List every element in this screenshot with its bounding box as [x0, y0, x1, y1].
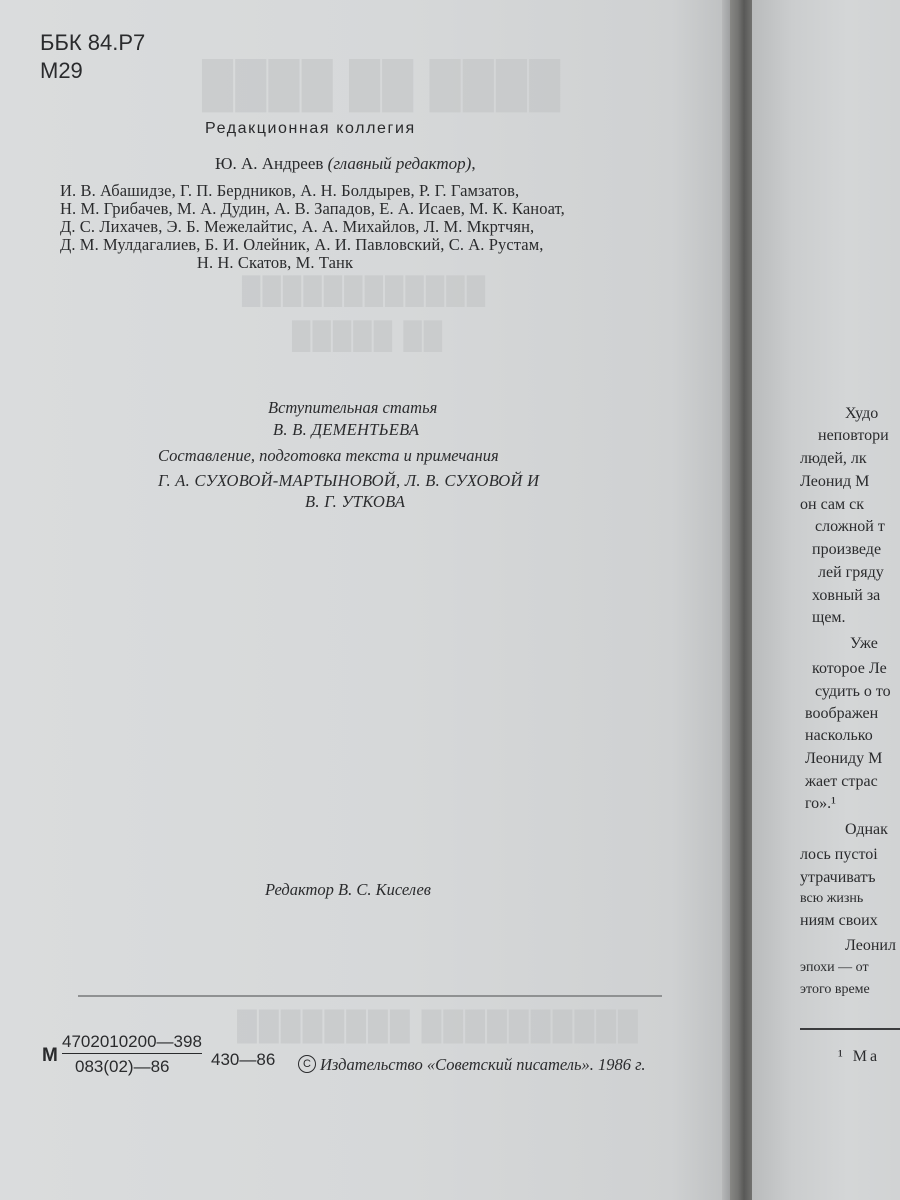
- imprint-divider: [78, 995, 662, 997]
- board-heading: Редакционная коллегия: [205, 120, 416, 137]
- member-line: Н. Н. Скатов, М. Танк: [196, 253, 354, 272]
- compiled-label: Составление, подготовка текста и примечания: [158, 446, 499, 465]
- chief-editor-role: (главный редактор): [327, 154, 472, 173]
- right-text-line: Леонил: [845, 937, 896, 954]
- right-text-line: людей, лк: [800, 450, 867, 467]
- right-text-line: сложной т: [815, 518, 885, 535]
- copyright-text: Издательство «Советский писатель». 1986 г.: [320, 1055, 646, 1074]
- author-mark: М29: [40, 58, 83, 83]
- right-text-line: лось пустоі: [800, 846, 878, 863]
- bleed-through-subtitle-2: ██ █████: [290, 320, 443, 350]
- imprint-tail: 430—86: [211, 1050, 276, 1069]
- right-text-line: Худо: [845, 405, 879, 422]
- compiled-authors-2: В. Г. УТКОВА: [305, 492, 406, 511]
- bleed-through-subtitle: ████████████: [240, 275, 486, 305]
- right-text-line: Уже: [850, 635, 878, 652]
- imprint-prefix: М: [42, 1045, 58, 1066]
- imprint-numerator: 4702010200—398: [62, 1032, 202, 1054]
- right-text-line: этого време: [800, 982, 870, 997]
- bleed-through-title: ████ ██ ████: [200, 60, 561, 109]
- board-members: [60, 181, 565, 272]
- right-text-line: произведе: [812, 541, 882, 558]
- intro-author: В. В. ДЕМЕНТЬЕВА: [273, 420, 420, 439]
- editor-credit: Редактор В. С. Киселев: [265, 880, 431, 899]
- right-text-line: неповтори: [818, 427, 889, 444]
- right-text-line: эпохи — от: [800, 960, 869, 975]
- right-text-line: Леонид М: [800, 473, 870, 490]
- right-text-line: го».¹: [805, 795, 836, 812]
- intro-label: Вступительная статья: [268, 398, 438, 417]
- right-text-line: ховный за: [812, 587, 881, 604]
- compiled-authors-1: Г. А. СУХОВОЙ-МАРТЫНОВОЙ, Л. В. СУХОВОЙ И: [158, 471, 540, 490]
- right-text-line: Леониду М: [805, 750, 883, 767]
- bleed-through-publisher: ██████████ ████████: [235, 1010, 638, 1041]
- right-text-line: щем.: [812, 609, 846, 626]
- right-text-line: судить о то: [815, 683, 891, 700]
- right-text-line: он сам ск: [800, 496, 864, 513]
- chief-editor-comma: ,: [471, 154, 476, 173]
- right-text-line: утрачиватъ: [800, 869, 876, 886]
- right-footnote: ¹ Ма: [838, 1048, 881, 1065]
- right-text-line: воображен: [805, 705, 879, 722]
- right-text-line: жает страс: [805, 773, 878, 790]
- member-line: Д. С. Лихачев, Э. Б. Межелайтис, А. А. Михайлов, Л. М. Мкртчян,: [60, 217, 535, 236]
- right-text-line: Однак: [845, 821, 888, 838]
- imprint-denominator: 083(02)—86: [75, 1057, 170, 1076]
- chief-editor: Ю. А. Андреев: [215, 154, 324, 173]
- member-line: И. В. Абашидзе, Г. П. Бердников, А. Н. Болдырев, Р. Г. Гамзатов,: [60, 181, 520, 200]
- right-text-line: лей гряду: [818, 564, 884, 581]
- right-text-line: которое Ле: [812, 660, 887, 677]
- member-line: Д. М. Мулдагалиев, Б. И. Олейник, А. И. Павловский, С. А. Рустам,: [60, 235, 544, 254]
- copyright-icon: C: [298, 1055, 316, 1073]
- right-text-line: всю жизнь: [800, 891, 864, 906]
- chief-editor-line: [215, 154, 476, 174]
- bbk-code: ББК 84.Р7: [40, 30, 146, 55]
- right-text-line: насколько: [805, 727, 873, 744]
- footnote-divider: [800, 1028, 900, 1030]
- member-line: Н. М. Грибачев, М. А. Дудин, А. В. Западов, Е. А. Исаев, М. К. Каноат,: [60, 199, 565, 218]
- right-text-line: ниям своих: [800, 912, 878, 929]
